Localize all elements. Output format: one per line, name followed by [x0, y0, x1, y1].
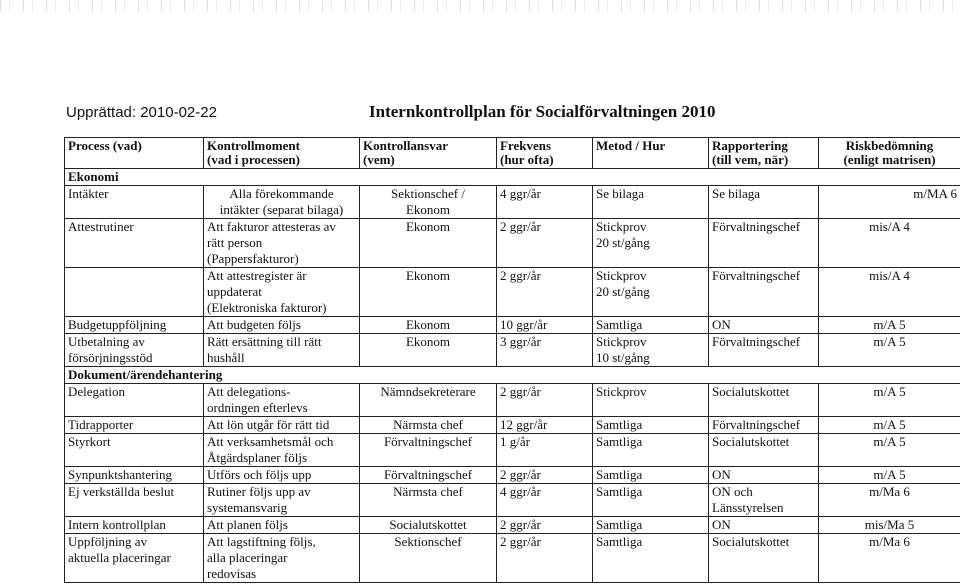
process-cell: Intern kontrollplan: [65, 517, 204, 534]
process-cell: Styrkort: [65, 434, 204, 467]
frekvens-cell: 2 ggr/år: [497, 467, 593, 484]
section-title: Dokument/ärendehantering: [65, 367, 960, 384]
process-cell: Utbetalning av försörjningsstöd: [65, 334, 204, 367]
col-header-frekvens: Frekvens (hur ofta): [497, 138, 593, 169]
ansvar-cell: Ekonom: [360, 268, 497, 317]
rapportering-cell: Socialutskottet: [709, 534, 819, 583]
ansvar-cell: Sektionschef: [360, 534, 497, 583]
metod-cell: Samtliga: [593, 317, 709, 334]
moment-cell: Att lön utgår för rätt tid: [204, 417, 360, 434]
rapportering-cell: ON: [709, 517, 819, 534]
process-cell: [65, 268, 204, 317]
ansvar-cell: Socialutskottet: [360, 517, 497, 534]
rapportering-cell: ON: [709, 317, 819, 334]
rapportering-cell: Förvaltningschef: [709, 219, 819, 268]
frekvens-cell: 12 ggr/år: [497, 417, 593, 434]
frekvens-cell: 1 g/år: [497, 434, 593, 467]
table-row: [65, 484, 960, 517]
moment-cell: Att planen följs: [204, 517, 360, 534]
section-title: Ekonomi: [65, 169, 960, 186]
table-row: [65, 384, 960, 417]
table-row: [65, 534, 960, 583]
ansvar-cell: Nämndsekreterare: [360, 384, 497, 417]
risk-cell: m/A 5: [819, 417, 960, 434]
frekvens-cell: 4 ggr/år: [497, 484, 593, 517]
table-row: [65, 219, 960, 268]
rapportering-cell: Socialutskottet: [709, 434, 819, 467]
ansvar-cell: Närmsta chef: [360, 417, 497, 434]
col-header-ansvar: Kontrollansvar (vem): [360, 138, 497, 169]
frekvens-cell: 3 ggr/år: [497, 334, 593, 367]
risk-cell: mis/Ma 5: [819, 517, 960, 534]
col-header-process: Process (vad): [65, 138, 204, 169]
rapportering-cell: Förvaltningschef: [709, 417, 819, 434]
process-cell: Ej verkställda beslut: [65, 484, 204, 517]
process-cell: Budgetuppföljning: [65, 317, 204, 334]
metod-cell: Samtliga: [593, 434, 709, 467]
risk-cell: m/A 5: [819, 317, 960, 334]
scan-artifact-strip: [0, 0, 960, 12]
risk-cell: m/A 5: [819, 467, 960, 484]
process-cell: Intäkter: [65, 186, 204, 219]
metod-cell: Stickprov 20 st/gång: [593, 268, 709, 317]
control-plan-table: [64, 137, 960, 583]
metod-cell: Samtliga: [593, 484, 709, 517]
risk-cell: m/MA 6: [819, 186, 960, 219]
moment-cell: Rutiner följs upp av systemansvarig: [204, 484, 360, 517]
table-row: [65, 334, 960, 367]
process-cell: Uppföljning av aktuella placeringar: [65, 534, 204, 583]
created-date: Upprättad: 2010-02-22: [66, 104, 217, 121]
frekvens-cell: 2 ggr/år: [497, 268, 593, 317]
table-row: [65, 417, 960, 434]
section-row-dokument: [65, 367, 960, 384]
risk-cell: mis/A 4: [819, 268, 960, 317]
table-row: [65, 186, 960, 219]
rapportering-cell: ON: [709, 467, 819, 484]
ansvar-cell: Ekonom: [360, 334, 497, 367]
risk-cell: mis/A 4: [819, 219, 960, 268]
moment-cell: Att budgeten följs: [204, 317, 360, 334]
ansvar-cell: Ekonom: [360, 219, 497, 268]
col-header-rapportering: Rapportering (till vem, när): [709, 138, 819, 169]
frekvens-cell: 2 ggr/år: [497, 517, 593, 534]
rapportering-cell: Förvaltningschef: [709, 268, 819, 317]
col-header-moment: Kontrollmoment (vad i processen): [204, 138, 360, 169]
moment-cell: Alla förekommande intäkter (separat bilaga): [204, 186, 360, 219]
process-cell: Attestrutiner: [65, 219, 204, 268]
ansvar-cell: Närmsta chef: [360, 484, 497, 517]
ansvar-cell: Sektionschef / Ekonom: [360, 186, 497, 219]
process-cell: Tidrapporter: [65, 417, 204, 434]
moment-cell: Att verksamhetsmål och Åtgärdsplaner följs: [204, 434, 360, 467]
frekvens-cell: 4 ggr/år: [497, 186, 593, 219]
moment-cell: Att fakturor attesteras av rätt person (Pappersfakturor): [204, 219, 360, 268]
ansvar-cell: Förvaltningschef: [360, 467, 497, 484]
document-title: Internkontrollplan för Socialförvaltningen 2010: [369, 102, 716, 121]
risk-cell: m/A 5: [819, 434, 960, 467]
metod-cell: Samtliga: [593, 517, 709, 534]
risk-cell: m/Ma 6: [819, 534, 960, 583]
moment-cell: Att attestregister är uppdaterat (Elektroniska fakturor): [204, 268, 360, 317]
table-row: [65, 517, 960, 534]
frekvens-cell: 2 ggr/år: [497, 384, 593, 417]
rapportering-cell: ON och Länsstyrelsen: [709, 484, 819, 517]
ansvar-cell: Ekonom: [360, 317, 497, 334]
rapportering-cell: Socialutskottet: [709, 384, 819, 417]
frekvens-cell: 10 ggr/år: [497, 317, 593, 334]
moment-cell: Att delegations- ordningen efterlevs: [204, 384, 360, 417]
moment-cell: Utförs och följs upp: [204, 467, 360, 484]
col-header-metod: Metod / Hur: [593, 138, 709, 169]
table-row: [65, 434, 960, 467]
table-row: [65, 317, 960, 334]
risk-cell: m/A 5: [819, 384, 960, 417]
moment-cell: Att lagstiftning följs, alla placeringar redovisas: [204, 534, 360, 583]
frekvens-cell: 2 ggr/år: [497, 534, 593, 583]
risk-cell: m/A 5: [819, 334, 960, 367]
process-cell: Delegation: [65, 384, 204, 417]
metod-cell: Stickprov: [593, 384, 709, 417]
table-row: [65, 467, 960, 484]
table-row: [65, 268, 960, 317]
risk-cell: m/Ma 6: [819, 484, 960, 517]
moment-cell: Rätt ersättning till rätt hushåll: [204, 334, 360, 367]
metod-cell: Stickprov 20 st/gång: [593, 219, 709, 268]
ansvar-cell: Förvaltningschef: [360, 434, 497, 467]
process-cell: Synpunktshantering: [65, 467, 204, 484]
metod-cell: Samtliga: [593, 467, 709, 484]
col-header-risk: Riskbedömning (enligt matrisen): [819, 138, 960, 169]
frekvens-cell: 2 ggr/år: [497, 219, 593, 268]
metod-cell: Samtliga: [593, 417, 709, 434]
rapportering-cell: Se bilaga: [709, 186, 819, 219]
section-row-ekonomi: [65, 169, 960, 186]
table-header-row: [65, 138, 960, 169]
metod-cell: Se bilaga: [593, 186, 709, 219]
rapportering-cell: Förvaltningschef: [709, 334, 819, 367]
metod-cell: Stickprov 10 st/gång: [593, 334, 709, 367]
metod-cell: Samtliga: [593, 534, 709, 583]
